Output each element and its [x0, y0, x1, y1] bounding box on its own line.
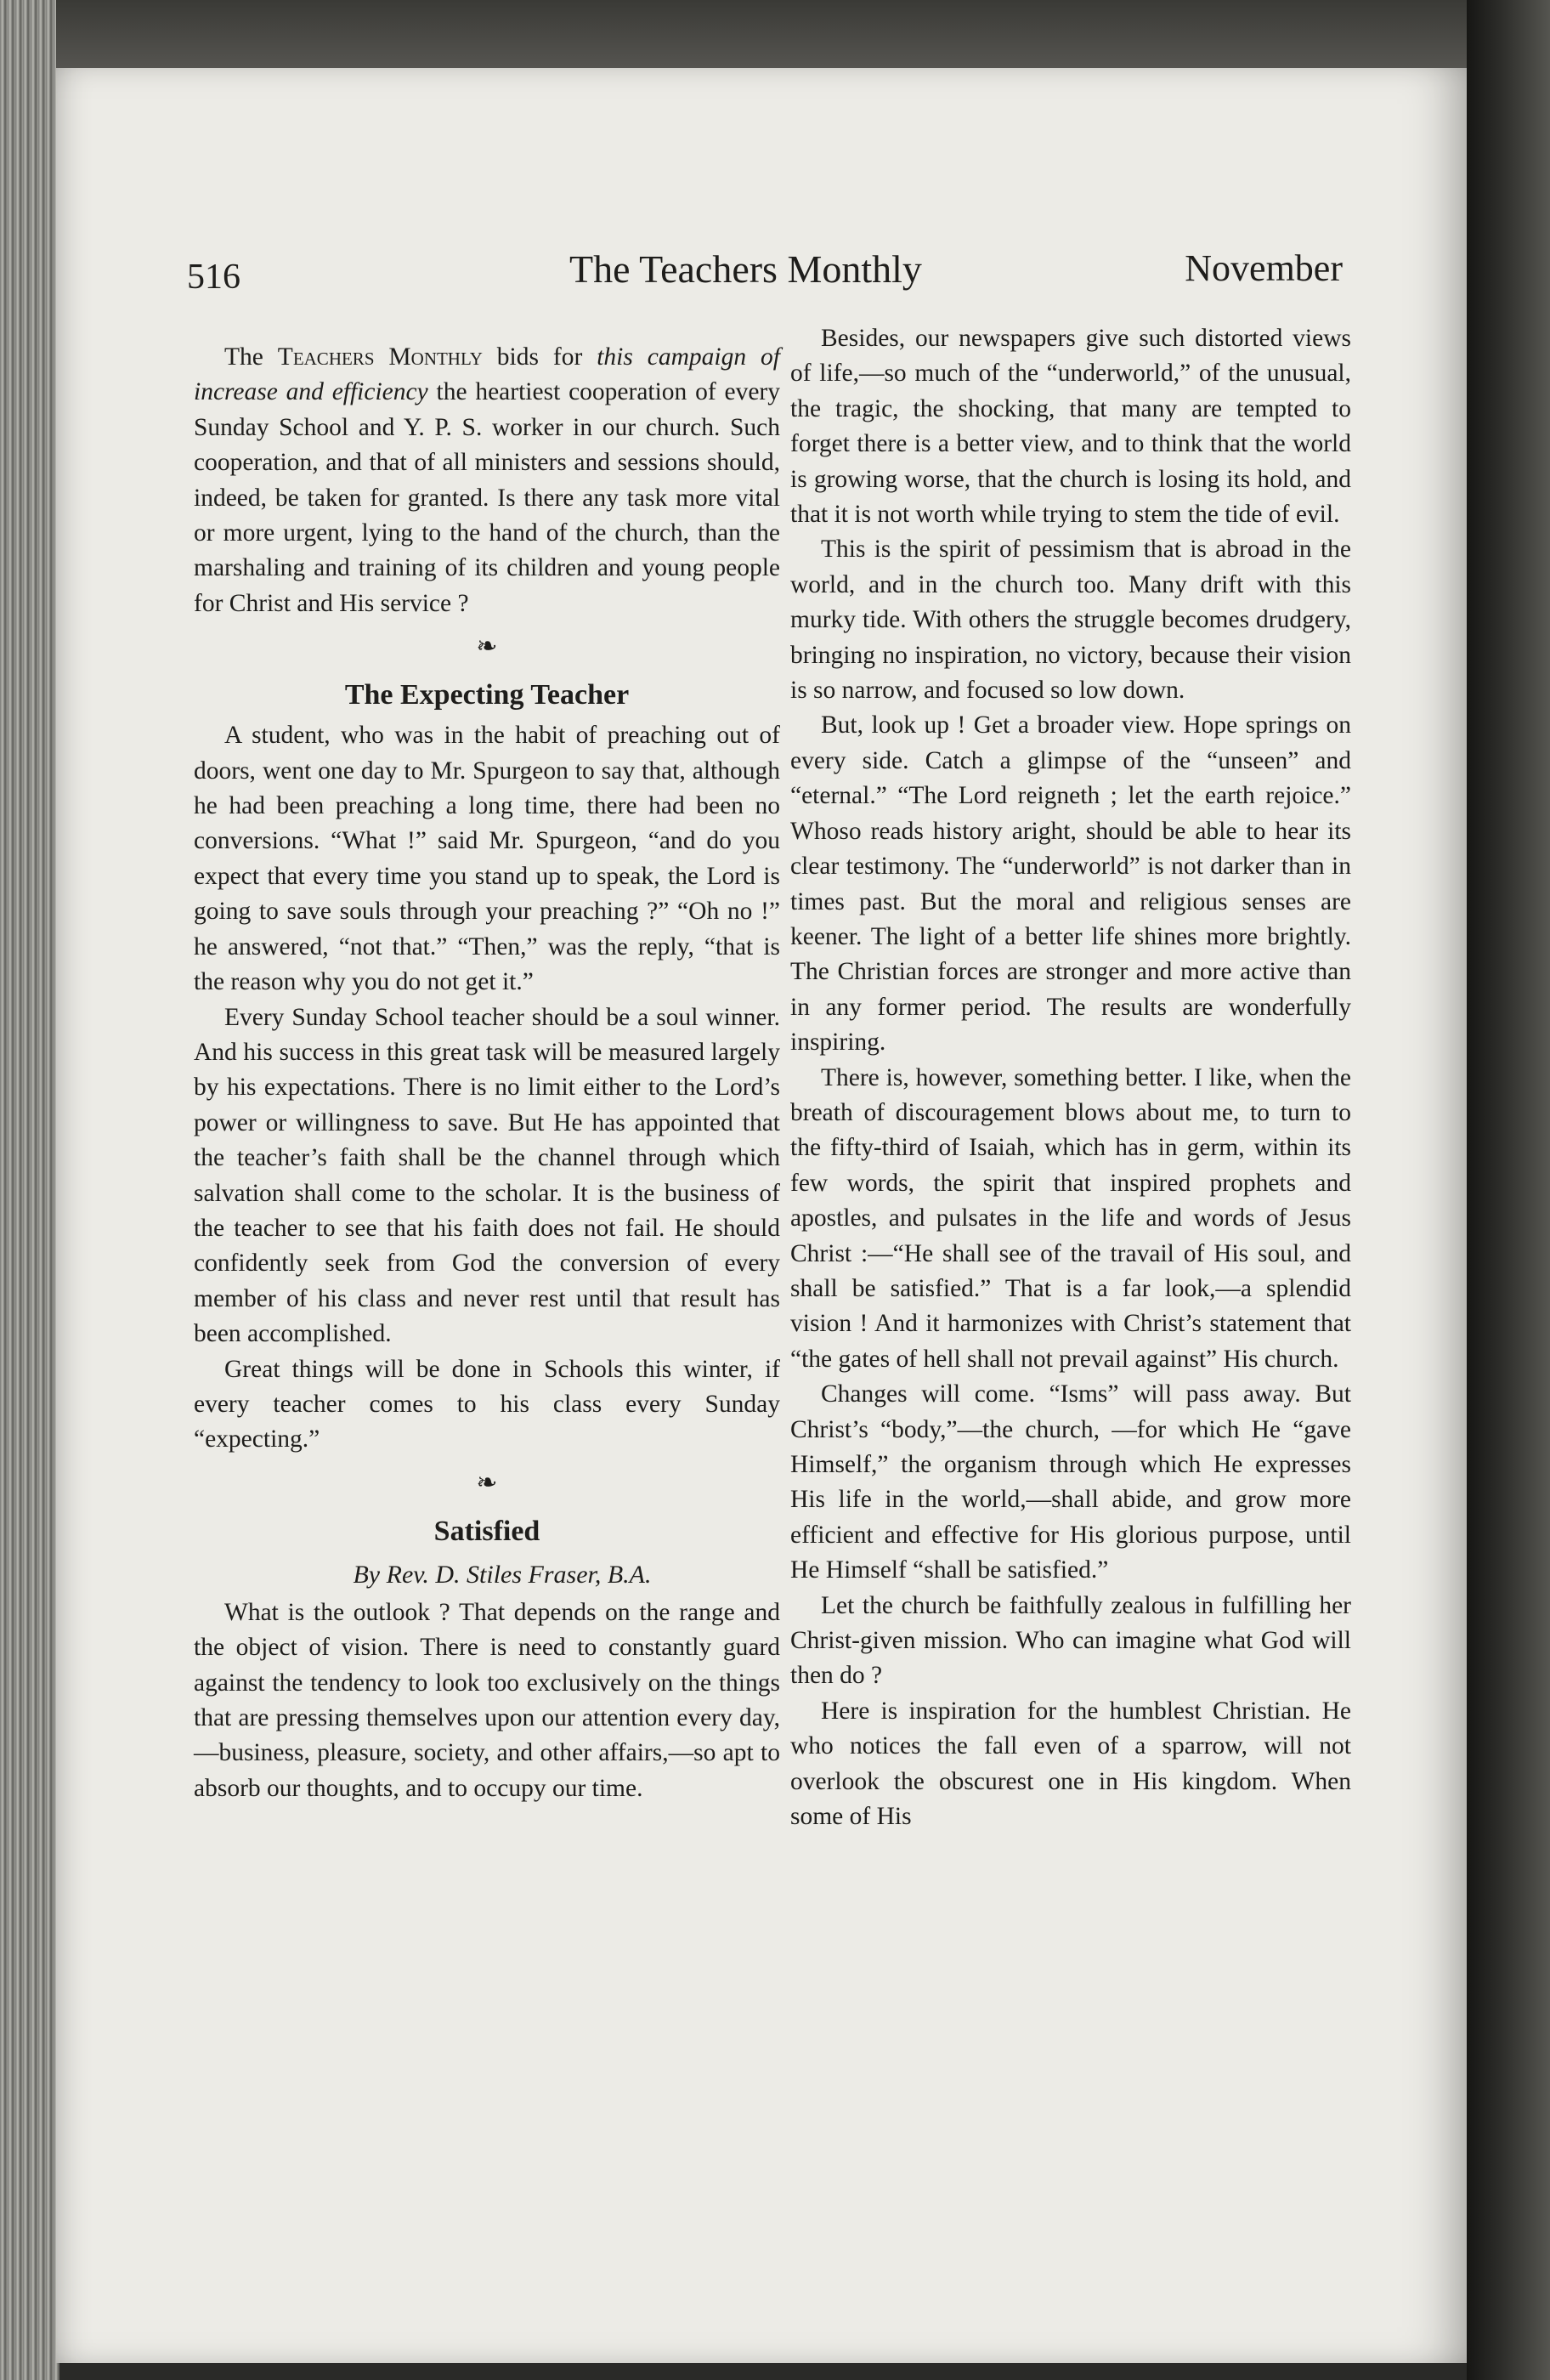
article-paragraph: Let the church be faithfully zealous in fulfilling her Christ-given mission. Who can imagine what God will then do ? [790, 1591, 1351, 1690]
section-title-satisfied: Satisfied [433, 1515, 540, 1547]
section-title-expecting-teacher: The Expecting Teacher [344, 679, 630, 711]
journal-title: The Teachers Monthly [569, 247, 922, 291]
article-paragraph: Every Sunday School teacher should be a soul winner. And his success in this great task will be measured largely by his expectations. There is no limit either to the Lord’s power or willingness to save. But He has appointed that the teacher’s faith shall be the channel through which salvation shall come to the scholar. It is the business of the teacher to see that his faith does not fail. He should confidently seek from God the conversion of every member of his class and never rest until that result has been accomplished. [194, 1003, 780, 1348]
author-byline: By Rev. D. Stiles Fraser, B.A. [353, 1560, 652, 1589]
ornament-divider: ❧ [476, 1468, 498, 1497]
issue-month: November [1185, 247, 1343, 289]
publication-name: Teachers Monthly [277, 343, 483, 371]
article-paragraph: Changes will come. “Isms” will pass away. But Christ’s “body,”—the church, —for which He “gave Himself,” the organism through which He expresses His life in the world,—shall abide, and grow more efficient and effective for His glorious purpose, until He Himself “shall be satisfied.” [790, 1380, 1351, 1584]
campaign-emphasis: this campaign of increase and efficiency [194, 343, 780, 406]
article-paragraph: There is, however, something better. I like, when the breath of discouragement blows about me, to turn to the fifty-third of Isaiah, which has in germ, within its few words, the spirit that inspired prophets and apostles, and pulsates in the life and words of Jesus Christ :—“He shall see of the travail of His soul, and shall be satisfied.” That is a far look,—a splendid vision ! And it harmonizes with Christ’s statement that “the gates of hell shall not prevail against” His church. [790, 1063, 1351, 1373]
article-paragraph: Great things will be done in Schools this winter, if every teacher comes to his class every Sunday “expecting.” [194, 1355, 780, 1454]
right-column [790, 321, 1351, 1834]
article-paragraph: This is the spirit of pessimism that is abroad in the world, and in the church too. Many drift with this murky tide. With others the struggle becomes drudgery, bringing no inspiration, no victory, because their vision is so narrow, and focused so low down. [790, 536, 1351, 705]
article-paragraph: But, look up ! Get a broader view. Hope springs on every side. Catch a glimpse of the “unseen” and “eternal.” “The Lord reigneth ; let the earth rejoice.” Whoso reads history aright, should be able to hear its clear testimony. The “underworld” is not darker than in times past. But the moral and religious senses are keener. The light of a better life shines more brightly. The Christian forces are stronger and more active than in any former period. The results are wonderfully inspiring. [790, 711, 1351, 1057]
article-paragraph: A student, who was in the habit of preaching out of doors, went one day to Mr. Spurgeon to say that, although he had been preaching a long time, there had been no conversions. “What !” said Mr. Spurgeon, “and do you expect that every time you stand up to speak, the Lord is going to save souls through your preaching ?” “Oh no !” he answered, “not that.” “Then,” was the reply, “that is the reason why you do not get it.” [194, 722, 780, 996]
book-edge-left [0, 0, 59, 2380]
scan-top-border [56, 0, 1467, 68]
article-paragraph: What is the outlook ? That depends on the range and the object of vision. There is need to constantly guard against the tendency to look too exclusively on the things that are pressing themselves upon our attention every day,—business, pleasure, society, and other affairs,—so apt to absorb our thoughts, and to occupy our time. [194, 1598, 780, 1802]
scan-right-border [1467, 0, 1550, 2380]
left-column [194, 340, 780, 1806]
intro-paragraph: The Teachers Monthly bids for this campaign of increase and efficiency the heartiest cooperation of every Sunday School and Y. P. S. worker in our church. Such cooperation, and that of all ministers and sessions should, indeed, be taken for granted. Is there any task more vital or more urgent, lying to the hand of the church, than the marshaling and training of its children and young people for Christ and His service ? [194, 343, 780, 617]
page-number: 516 [187, 258, 240, 297]
article-paragraph: Besides, our newspapers give such distorted views of life,—so much of the “underworld,” of the unusual, the tragic, the shocking, that many are tempted to forget there is a better view, and to think that the world is growing worse, that the church is losing its hold, and that it is not worth while trying to stem the tide of evil. [790, 325, 1351, 529]
ornament-divider: ❧ [476, 632, 498, 661]
article-paragraph: Here is inspiration for the humblest Christian. He who notices the fall even of a sparrow, will not overlook the obscurest one in His kingdom. When some of His [790, 1697, 1351, 1831]
running-header [187, 246, 1343, 306]
